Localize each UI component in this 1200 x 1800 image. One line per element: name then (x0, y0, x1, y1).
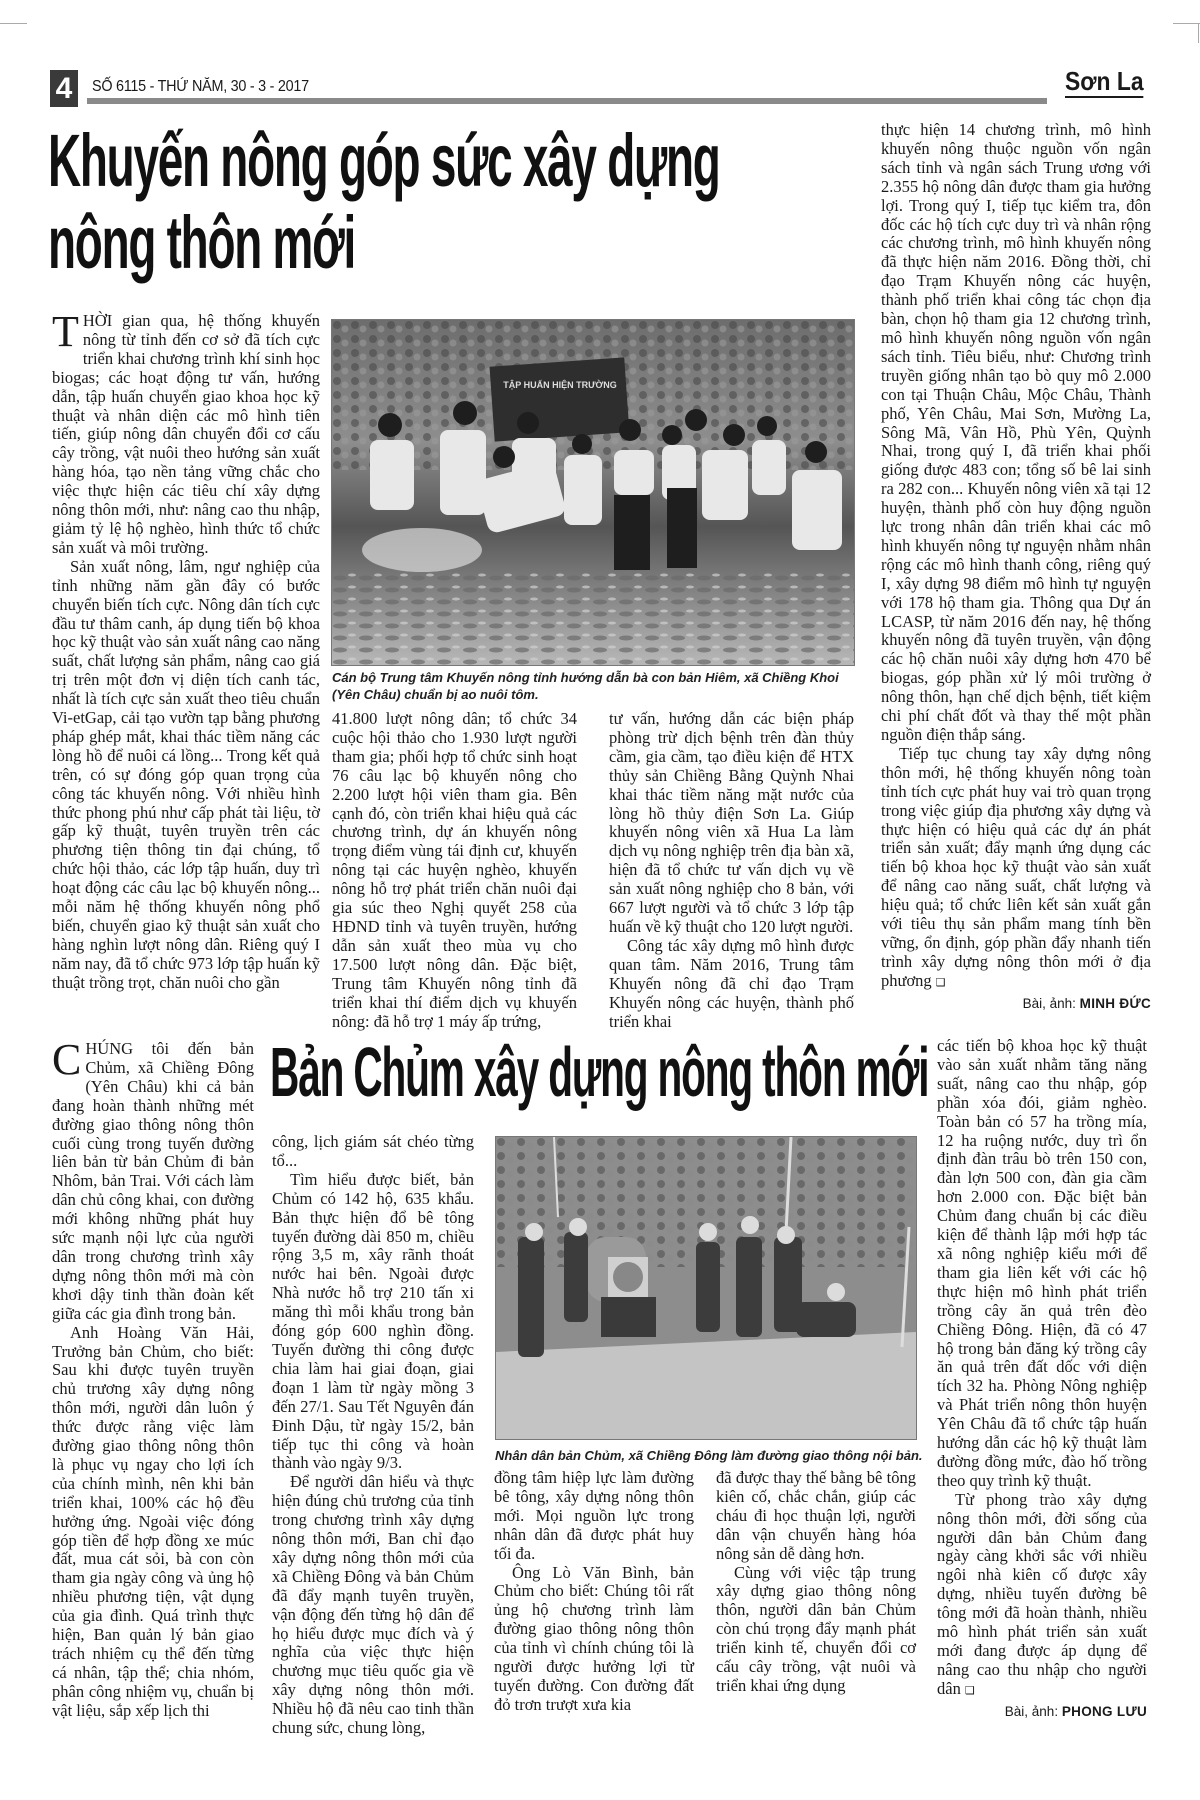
byline-label: Bài, ảnh: (1022, 995, 1076, 1011)
article2-column-4 (716, 1469, 916, 1696)
dropcap: T (52, 307, 79, 356)
article2-byline (937, 1704, 1147, 1720)
section-title: Sơn La (1065, 66, 1144, 96)
article1-paragraph: Tiếp tục chung tay xây dựng nông thôn mới, hệ thống khuyến nông toàn tỉnh tích cực phát huy vai trò quan trọng trong việc giúp địa phương xây dựng và thực hiện có hiệu quả các dự án phát triển sản xuất; đẩy mạnh ứng dụng các tiến bộ khoa học kỹ thuật vào sản xuất để nâng cao năng suất, chất lượng và hiệu quả; tổ chức liên kết sản xuất gắn với tiêu thụ sản phẩm mang tính bền vững, ổn định, góp phần đẩy nhanh tiến trình xây dựng nông thôn mới ở địa phương ❑ (881, 743, 1151, 990)
article1-column-1 (52, 307, 320, 993)
masthead-rule (87, 98, 1047, 104)
article1-column-2 (332, 710, 577, 1031)
article2-paragraph: các tiến bộ khoa học kỹ thuật vào sản xuất nhằm tăng năng suất, nâng cao thu nhập, góp phần xóa đói, giảm nghèo. Toàn bản có 57 ha trồng mía, 12 ha ruộng nước, duy trì ổn định đàn trâu bò trên 150 con, đàn lợn 500 con, đàn gia cầm hơn 2.000 con. Đặc biệt bản Chủm đang chuẩn bị các điều kiện để thành lập mới hợp tác xã nông nghiệp kiểu mới để tham gia liên kết với các hộ thực hiện mô hình phát triển trồng cây ăn quả trên đèo Chiềng Đông. Hiện, đã có 47 hộ trong bản đăng ký trồng cây ăn quả trên đất dốc với diện tích 32 ha. Phòng Nông nghiệp và Phát triển nông thôn huyện Yên Châu đã tổ chức tập huấn hướng dẫn các hộ kỹ thuật làm đường đồng mức, đào hố trồng theo quy trình kỹ thuật. (937, 1036, 1147, 1490)
article1-column-3 (609, 710, 854, 1031)
article2-lead-paragraph: CHÚNG tôi đến bản Chủm, xã Chiềng Đông (Yên Châu) khi cả bản đang hoàn thành những mét đường giao thông nông thôn cuối cùng trong tuyến đường liên bản từ bản Chủm đi bản Nhôm, bản Trai. Với cách làm dân chủ công khai, con đường mới không những phát huy sức mạnh nội lực của người dân trong chương trình xây dựng nông thôn mới mà còn khơi dậy tinh thần đoàn kết giữa các gia đình trong bản. (52, 1035, 254, 1323)
issue-date: SỐ 6115 - THỨ NĂM, 30 - 3 - 2017 (92, 78, 309, 95)
end-mark-icon: ❑ (964, 1683, 975, 1697)
article1-paragraph: thực hiện 14 chương trình, mô hình khuyến nông thuộc nguồn vốn ngân sách tỉnh và ngân sách Trung ương với 2.355 hộ nông dân được tham gia hưởng lợi. Trong quý I, tiếp tục kiểm tra, đôn đốc các hộ tích cực duy trì và nhân rộng các chương trình, mô hình khuyến nông đã thực hiện năm 2016. Đồng thời, chỉ đạo Trạm Khuyến nông các huyện, thành phố triển khai công tác chọn địa bàn, chọn hộ tham gia 12 chương trình, mô hình khuyến nông nguồn vốn ngân sách tỉnh. Tiêu biểu, như: Chương trình truyền giống nhân tạo bò quy mô 2.000 con tại Thuận Châu, Mộc Châu, Thành phố, Yên Châu, Mai Sơn, Mường La, Sông Mã, Vân Hồ, Phù Yên, Quỳnh Nhai, trong quý I, đã triển khai phối giống được 483 con; tổng số bê lai sinh ra 282 con... Khuyến nông viên xã tại 12 huyện, thành phố còn huy động nguồn lực trong nhân dân triển khai các mô hình khuyến nông tự nguyện nhằm nhân rộng các mô hình thanh công, riêng quý I, xây dựng 98 điểm mô hình tự nguyện với 178 hộ tham gia. Thông qua Dự án LCASP, từ năm 2016 đến nay, hệ thống khuyến nông đã tuyên truyền, vận động các hộ chăn nuôi xây dựng hơn 470 bể biogas, góp phần xử lý môi trường ở nông thôn, hạn chế dịch bệnh, tiết kiệm chi phí chất đốt và thay thế một phần nguồn điện thắp sáng. (881, 120, 1151, 744)
article1-paragraph: Sản xuất nông, lâm, ngư nghiệp của tỉnh những năm gần đây có bước chuyển biến tích cực. Nông dân tích cực đầu tư thâm canh, áp dụng tiến bộ khoa học kỹ thuật vào sản xuất nâng cao năng suất, chất lượng sản phẩm, nâng cao giá trị trên một đơn vị diện tích canh tác, nhất là tích cực sản xuất theo tiêu chuẩn Vi-etGap, cải tạo vườn tạp bằng phương pháp ghép mắt, khai thác tiềm năng các lòng hồ để nuôi cá lồng... Trong kết quả trên, có sự đóng góp quan trọng của công tác khuyến nông. Với nhiều hình thức phong phú như cấp phát tài liệu, tờ gấp kỹ thuật, tuyên truyền trên các phương tiện thông tin đại chúng, tổ chức hội thảo, các lớp tập huấn, duy trì hoạt động các câu lạc bộ khuyến nông... mỗi năm hệ thống khuyến nông phổ biến, chuyển giao kỹ thuật sản xuất cho hàng nghìn lượt nông dân. Riêng quý I năm nay, đã tổ chức 973 lớp tập huấn kỹ thuật trồng trọt, chăn nuôi cho gần (52, 556, 320, 992)
article2-paragraph: Cùng với việc tập trung xây dựng giao thông nông thôn, người dân bản Chủm còn chú trọng đẩy mạnh phát triển kinh tế, chuyển đổi cơ cấu cây trồng, vật nuôi và triển khai ứng dụng (716, 1562, 916, 1695)
article1-headline-line1: Khuyến nông góp sức xây dựng (48, 119, 720, 202)
article2-photo (495, 1136, 917, 1440)
crop-mark (1198, 23, 1199, 43)
end-mark-icon: ❑ (935, 975, 946, 989)
dropcap: C (52, 1035, 82, 1084)
article1-photo (331, 319, 855, 666)
article2-column-2 (272, 1133, 474, 1738)
article1-headline-line2: nông thôn mới (48, 201, 355, 284)
article1-column-4 (881, 121, 1151, 1012)
byline-author: PHONG LƯU (1061, 1703, 1147, 1719)
byline-author: MINH ĐỨC (1079, 995, 1151, 1011)
article2-paragraph: Anh Hoàng Văn Hải, Trưởng bản Chủm, cho biết: Sau khi được tuyên truyền chủ trương xây dựng nông thôn mới, người dân luôn ý thức được rằng việc làm đường giao thông nông thôn là phục vụ ngay cho lợi ích của chính mình, nên khi bản triển khai, 100% các hộ đều hưởng ứng. Ngoài việc đóng góp tiền để hợp đồng xe múc đất, mua cát sỏi, bà con còn tham gia ngày công và ủng hộ nhiều phương tiện, vật dụng của gia đình. Quá trình thực hiện, Ban quản lý bản giao trách nhiệm cụ thể đến từng cá nhân, tập thể; chia nhóm, phân công nhiệm vụ, chuẩn bị vật liệu, sắp xếp lịch thi (52, 1322, 254, 1720)
photo-road-construction (496, 1137, 916, 1439)
article2-column-3 (494, 1469, 694, 1715)
article2-paragraph: Tìm hiểu được biết, bản Chủm có 142 hộ, 635 khẩu. Bản thực hiện đổ bê tông tuyến đường dài 850 m, chiều rộng 3,5 m, xây rãnh thoát nước hai bên. Ngoài được Nhà nước hỗ trợ 210 tấn xi măng thì mỗi khẩu trong bản đóng góp 600 nghìn đồng. Tuyến đường thi công được chia làm hai giai đoạn, giai đoạn 1 làm từ ngày mồng 3 đến 27/1. Sau Tết Nguyên đán Đinh Dậu, từ ngày 15/2, bản tiếp tục thi công và hoàn thành vào ngày 9/3. (272, 1169, 474, 1473)
article2-column-1 (52, 1035, 254, 1721)
article2-paragraph: đã được thay thế bằng bê tông kiên cố, chắc chắn, giúp các cháu đi học thuận lợi, người dân vận chuyển hàng hóa nông sản dễ dàng hơn. (716, 1468, 916, 1563)
article2-headline: Bản Chủm xây dựng nông thôn mới (270, 1033, 929, 1111)
article2-paragraph: Để người dân hiểu và thực hiện đúng chủ trương của tỉnh trong chương trình xây dựng nông thôn mới, Ban chỉ đạo xây dựng nông thôn mới của xã Chiềng Đông và bản Chủm đã đẩy mạnh tuyên truyền, vận động đến từng hộ dân để họ hiểu được mục đích và ý nghĩa của việc thực hiện chương mục tiêu quốc gia về xây dựng nông thôn mới. Nhiều hộ đã nêu cao tinh thần chung sức, chung lòng, (272, 1472, 474, 1738)
photo-farmers-training (332, 320, 854, 665)
article2-paragraph: đồng tâm hiệp lực làm đường bê tông, xây dựng nông thôn mới. Mọi nguồn lực trong nhân dân đã được phát huy tối đa. (494, 1468, 694, 1563)
page-number: 4 (50, 70, 78, 107)
article1-byline (881, 996, 1151, 1012)
article1-lead-paragraph: THỜI gian qua, hệ thống khuyến nông từ tỉnh đến cơ sở đã tích cực triển khai chương trình khí sinh học biogas; các hoạt động tư vấn, hướng dẫn, tập huấn chuyển giao khoa học kỹ thuật và nhân diện các mô hình tiên tiến, giúp nông dân chuyển đổi cơ cấu cây trồng, vật nuôi theo hướng sản xuất hàng hóa, tạo nền tảng vững chắc cho việc thực hiện các tiêu chí xây dựng nông thôn mới, như: nâng cao thu nhập, giảm tỷ lệ hộ nghèo, hình thức tổ chức sản xuất và môi trường. (52, 307, 320, 557)
article2-column-5 (937, 1037, 1147, 1720)
article1-photo-caption: Cán bộ Trung tâm Khuyến nông tỉnh hướng dẫn bà con bản Hiêm, xã Chiềng Khoi (Yên Châu) chuẩn bị ao nuôi tôm. (332, 670, 839, 702)
crop-mark (1173, 23, 1200, 24)
article1-paragraph: 41.800 lượt nông dân; tổ chức 34 cuộc hội thảo cho 1.930 lượt người tham gia; phối hợp tổ chức sinh hoạt 76 câu lạc bộ khuyến nông cho 2.200 lượt hội viên tham gia. Bên cạnh đó, còn triển khai hiệu quả các chương trình, dự án khuyến nông trọng điểm vùng tái định cư, khuyến nông tại các huyện nghèo, khuyến nông hỗ trợ phát triển chăn nuôi đại gia súc theo Nghị quyết 258 của HĐND tỉnh và tuyên truyền, hướng dẫn sản xuất theo mùa vụ cho 17.500 lượt nông dân. Đặc biệt, Trung tâm Khuyến nông tỉnh đã triển khai thí điểm dịch vụ khuyến nông: đã hỗ trợ 1 máy ấp trứng, (332, 709, 577, 1031)
article2-paragraph: công, lịch giám sát chéo từng tổ... (272, 1132, 474, 1170)
photo-banner-text: TẬP HUẤN HIỆN TRƯỜNG (503, 380, 617, 390)
article2-paragraph: Ông Lò Văn Bình, bản Chủm cho biết: Chúng tôi rất ủng hộ chương trình làm đường giao thông nông thôn của tỉnh vì chính chúng tôi là người được hưởng lợi từ tuyến đường. Con đường đất đỏ trơn trượt xưa kia (494, 1562, 694, 1714)
byline-label: Bài, ảnh: (1004, 1703, 1059, 1719)
article1-headline (48, 120, 720, 284)
article2-paragraph: Từ phong trào xây dựng nông thôn mới, đời sống của người dân bản Chủm đang ngày càng khởi sắc với nhiều ngôi nhà kiên cố được xây dựng, nhiều tuyến đường bê tông mới đã hoàn thành, nhiều mô hình phát triển sản xuất mới đang được áp dụng để nâng cao thu nhập cho người dân ❑ (937, 1489, 1147, 1698)
article1-paragraph: tư vấn, hướng dẫn các biện pháp phòng trừ dịch bệnh trên đàn thủy cầm, gia cầm, tạo điều kiện để HTX thủy sản Chiềng Bằng Quỳnh Nhai khai thác tiềm năng mặt nước của lòng hồ thủy điện Sơn La. Giúp khuyến nông viên xã Hua La làm dịch vụ nông nghiệp trên địa bàn xã, hiện đã tổ chức tư vấn dịch vụ về sản xuất nông nghiệp cho 8 bản, với 667 lượt người và tổ chức 3 lớp tập huấn về kỹ thuật cho 120 lượt người. (609, 709, 854, 936)
article1-paragraph: Công tác xây dựng mô hình được quan tâm. Năm 2016, Trung tâm Khuyến nông đã chỉ đạo Trạm Khuyến nông các huyện, thành phố triển khai (609, 935, 854, 1031)
article2-photo-caption: Nhân dân bản Chủm, xã Chiềng Đông làm đường giao thông nội bản. (495, 1448, 923, 1463)
crop-mark (0, 23, 27, 24)
